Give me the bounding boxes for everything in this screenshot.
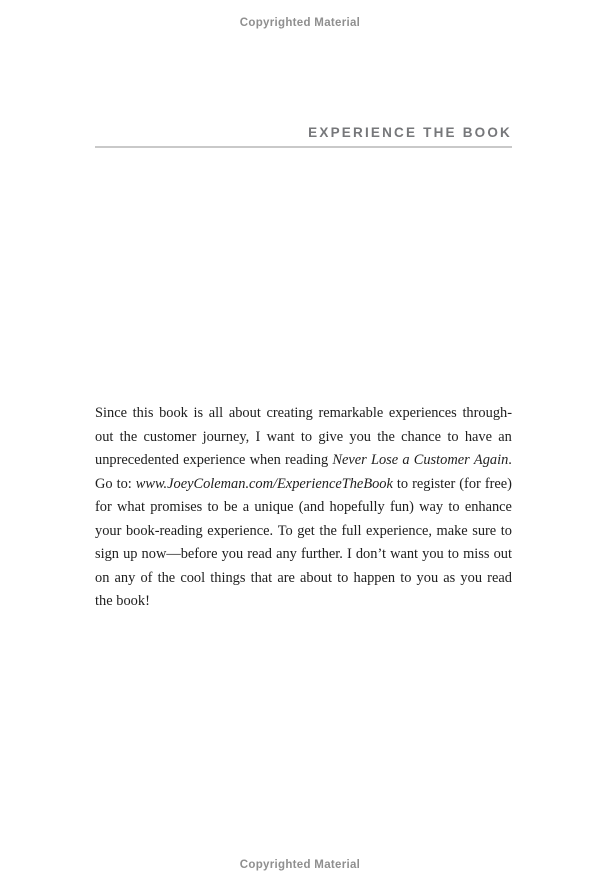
header-rule-divider	[95, 146, 512, 148]
text-line: your book-reading experience. To get the full experience, make sure to	[95, 522, 512, 539]
text-line: unprecedented experience when reading Never Lose a Customer Again.	[95, 452, 512, 468]
copyright-notice-bottom: Copyrighted Material	[239, 859, 361, 871]
text-line: the book!	[95, 593, 150, 609]
text-line: for what promises to be a unique (and hopefully fun) way to enhance	[95, 499, 512, 515]
text-line: Go to: www.JoeyColeman.com/ExperienceTheBook to register (for free)	[95, 475, 512, 492]
text-line: on any of the cool things that are about to happen to you as you read	[95, 569, 512, 586]
text-line: out the customer journey, I want to give you the chance to have an	[95, 428, 512, 445]
copyright-notice-top: Copyrighted Material	[239, 17, 361, 29]
body-paragraph	[95, 402, 512, 614]
text-line: sign up now—before you read any further. I don’t want you to miss out	[95, 546, 512, 562]
text-line: Since this book is all about creating remarkable experiences through-	[95, 405, 512, 421]
section-title: EXPERIENCE THE BOOK	[308, 125, 512, 140]
